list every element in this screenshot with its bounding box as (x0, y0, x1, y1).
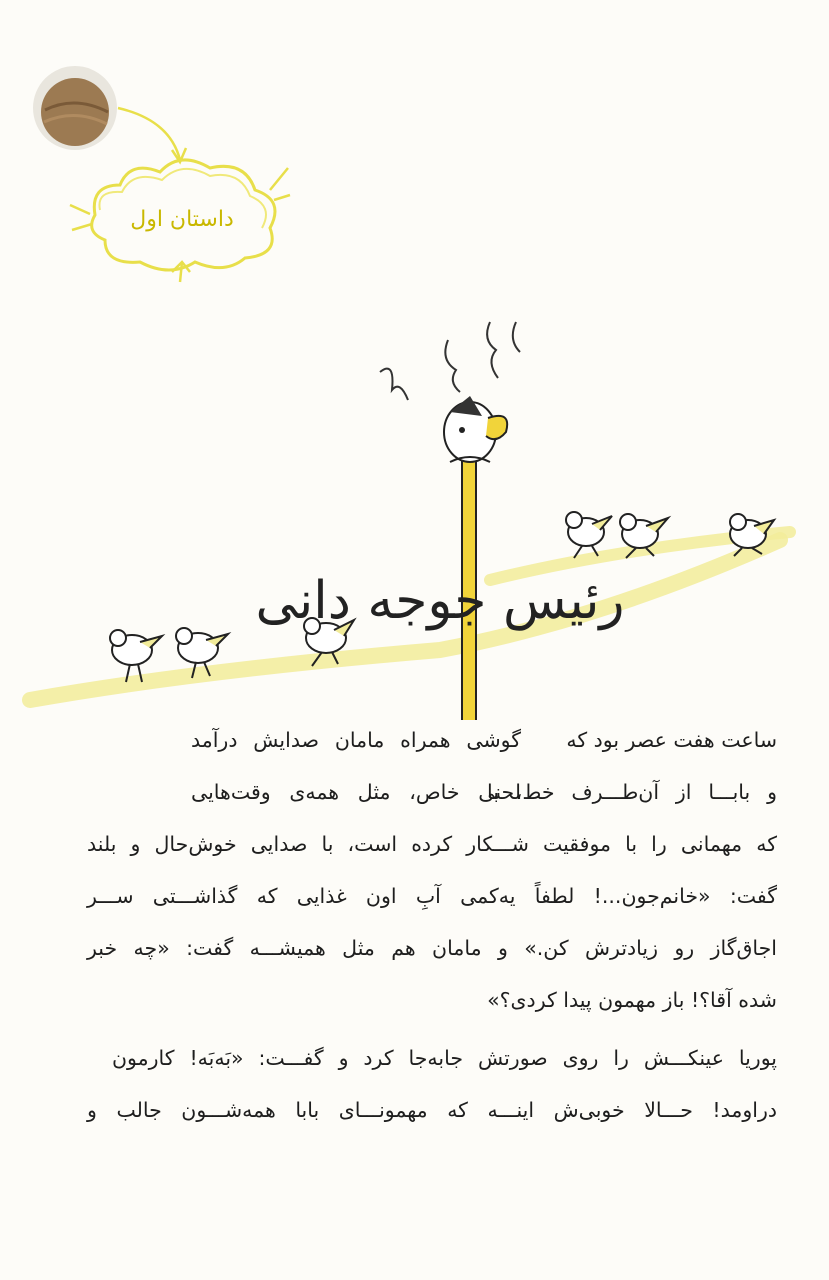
chapter-label: داستان اول (130, 207, 234, 232)
body-line: و بابـــا از آن‌طـــرف خط، با (487, 780, 777, 804)
page-title: رئیس جوجه دانی (255, 571, 625, 631)
body-line: لحنی خاص، مثل همه‌ی وقت‌هایی (191, 780, 521, 804)
body-line: گوشی همراه مامان صدایش درآمد (191, 728, 521, 752)
binding-hole-icon (33, 66, 117, 150)
body-line: پوریا عینکـــش را روی صورتش جابه‌جا کرد و گفـــت: «بَه‌بَه! کارمون (112, 1046, 777, 1070)
body-line: اجاق‌گاز رو زیادترش کن.» و مامان هم مثل همیشـــه گفت: «چه خبر (87, 936, 777, 960)
body-line: ساعت هفت عصر بود که (566, 728, 777, 752)
cloud-icon (70, 160, 290, 282)
body-line: دراومد! حـــالا خوبی‌ش اینـــه که مهمونـــای بابا همه‌شـــون جالب و (87, 1098, 777, 1122)
body-line: شده آقا؟! باز مهمون پیدا کردی؟» (487, 988, 777, 1012)
body-line: که مهمانی را با موفقیت شـــکار کرده است، با صدایی خوش‌حال و بلند (87, 832, 777, 856)
pencil-icon (444, 396, 507, 720)
body-line: گفت: «خانم‌جون...! لطفاً یه‌کمی آبِ اون غذایی که گذاشـــتی ســـر (87, 884, 777, 908)
